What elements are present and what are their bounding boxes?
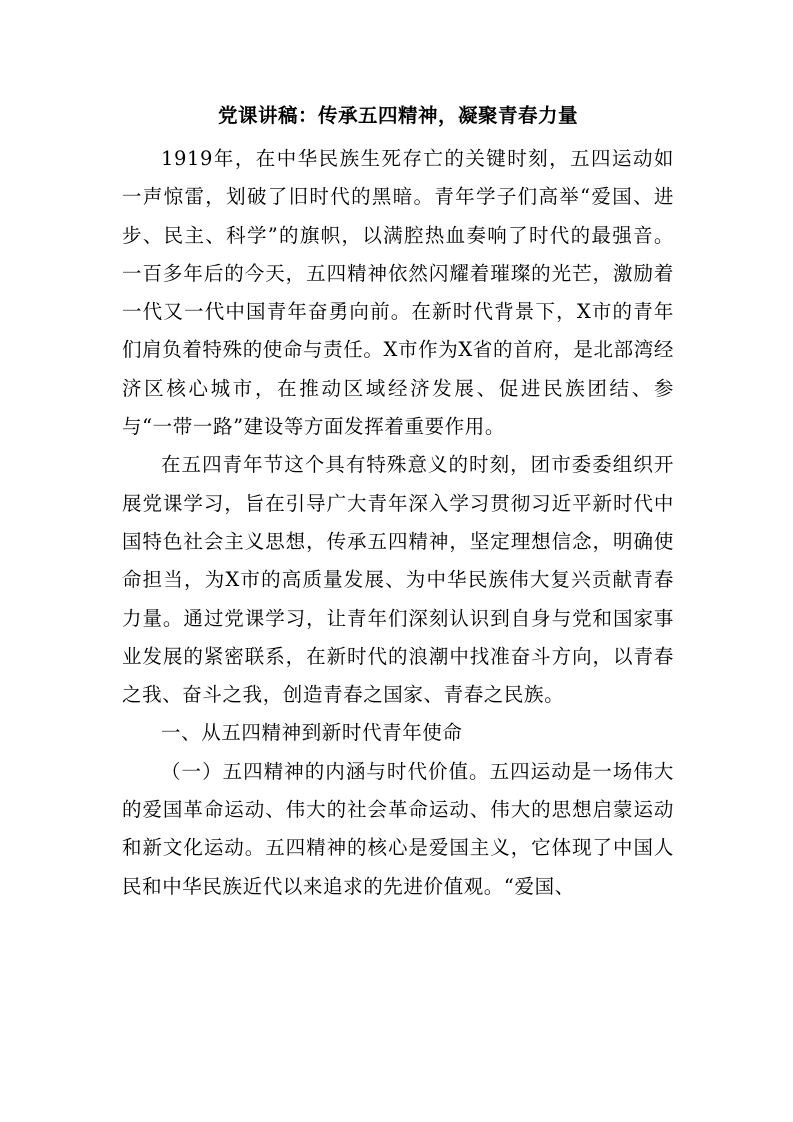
document-body <box>122 96 674 906</box>
paragraph-intro: 1919年，在中华民族生死存亡的关键时刻，五四运动如一声惊雷，划破了旧时代的黑暗。青年学子们高举“爱国、进步、民主、科学”的旗帜，以满腔热血奏响了时代的最强音。一百多年后的今天，五四精神依然闪耀着璀璨的光芒，激励着一代又一代中国青年奋勇向前。在新时代背景下，X市的青年们肩负着特殊的使命与责任。X市作为X省的首府，是北部湾经济区核心城市，在推动区域经济发展、促进民族团结、参与“一带一路”建设等方面发挥着重要作用。 <box>122 147 674 439</box>
document-title: 党课讲稿：传承五四精神，凝聚青春力量 <box>217 104 578 127</box>
paragraph-purpose: 在五四青年节这个具有特殊意义的时刻，团市委委组织开展党课学习，旨在引导广大青年深入学习贯彻习近平新时代中国特色社会主义思想，传承五四精神，坚定理想信念，明确使命担当，为X市的高质量发展、为中华民族伟大复兴贡献青春力量。通过党课学习，让青年们深刻认识到自身与党和国家事业发展的紧密联系，在新时代的浪潮中找准奋斗方向，以青春之我、奋斗之我，创造青春之国家、青春之民族。 <box>122 453 674 707</box>
section-heading-1: 一、从五四精神到新时代青年使命 <box>161 721 463 745</box>
subsection-paragraph-1: （一）五四精神的内涵与时代价值。五四运动是一场伟大的爱国革命运动、伟大的社会革命运动、伟大的思想启蒙运动和新文化运动。五四精神的核心是爱国主义，它体现了中国人民和中华民族近代以来追求的先进价值观。“爱国、 <box>122 759 674 898</box>
